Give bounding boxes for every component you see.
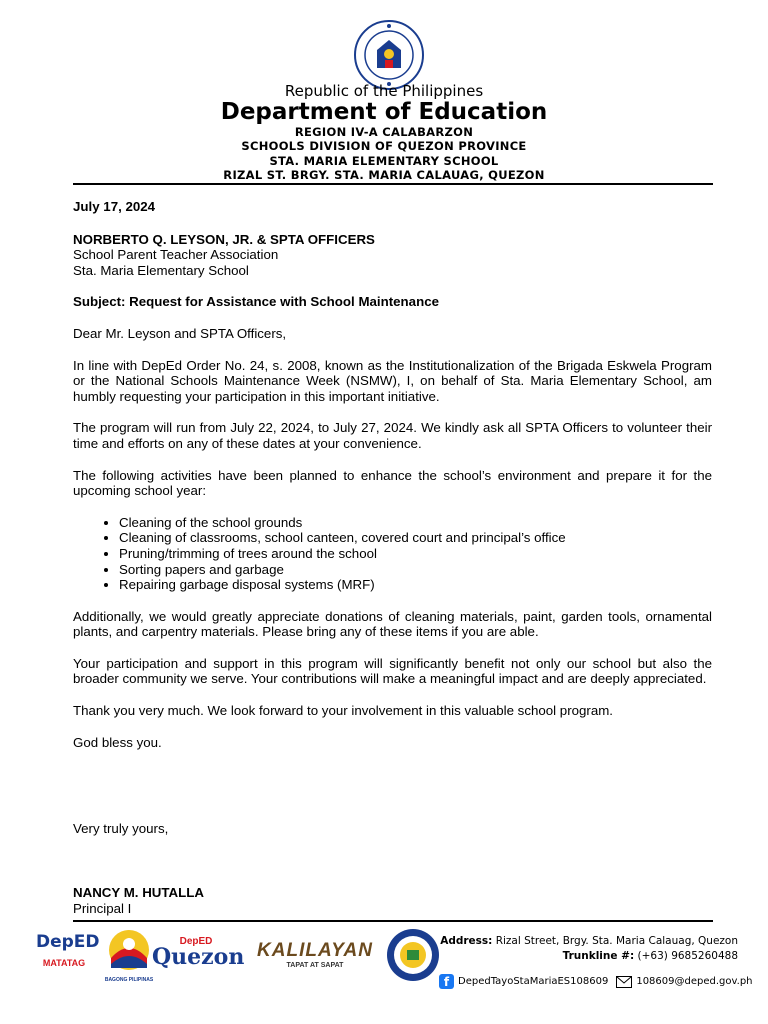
letter-subject: Subject: Request for Assistance with School Maintenance	[73, 294, 439, 310]
paragraph-3: The following activities have been planned to enhance the school’s environment and prepare it for the upcoming school year:	[73, 467, 712, 499]
address-label: Address:	[440, 935, 493, 947]
signatory-title: Principal I	[73, 901, 132, 916]
department-title: Department of Education	[220, 99, 548, 125]
deped-quezon-top-text: DepED	[179, 936, 213, 947]
deped-logo-text: DepED	[36, 932, 100, 952]
trunkline-label: Trunkline #:	[562, 950, 635, 962]
bagong-pilipinas-logo	[102, 928, 156, 983]
deped-seal-logo	[354, 20, 424, 90]
paragraph-5: Your participation and support in this program will significantly benefit not only our school but also the broader community we serve. Your contributions will make a meaningful impact and are deeply appreciated.	[73, 655, 712, 687]
email-address[interactable]: 108609@deped.gov.ph	[636, 976, 753, 987]
footer-logos	[36, 928, 446, 984]
school-line: STA. MARIA ELEMENTARY SCHOOL	[269, 154, 499, 168]
kalilayan-logo	[242, 940, 388, 969]
list-item: • Repairing garbage disposal systems (MRF)	[119, 577, 712, 593]
list-item: • Pruning/trimming of trees around the school	[119, 546, 712, 562]
recipient-org: School Parent Teacher Association	[73, 247, 279, 263]
quezon-text: Quezon	[152, 944, 245, 970]
deped-quezon-logo	[152, 936, 245, 970]
deped-matatag-logo	[36, 932, 100, 968]
header-divider	[73, 183, 713, 185]
paragraph-2: The program will run from July 22, 2024, to July 27, 2024. We kindly ask all SPTA Officers to volunteer their time and efforts on any of these dates at your convenience.	[73, 420, 712, 451]
envelope-icon	[616, 976, 632, 988]
list-item: • Cleaning of the school grounds	[119, 515, 712, 531]
letter-body	[73, 199, 712, 766]
bagong-pilipinas-emblem	[107, 928, 151, 972]
kalilayan-text: KALILAYAN	[257, 940, 373, 961]
closing-line: Very truly yours,	[73, 821, 169, 836]
letter-date: July 17, 2024	[73, 199, 156, 214]
list-item: • Cleaning of classrooms, school canteen, covered court and principal’s office	[119, 530, 712, 546]
footer-address	[440, 935, 738, 947]
signatory-name: NANCY M. HUTALLA	[73, 885, 204, 900]
recipient-name: NORBERTO Q. LEYSON, JR. & SPTA OFFICERS	[73, 231, 375, 247]
footer-divider	[73, 920, 713, 922]
salutation: Dear Mr. Leyson and SPTA Officers,	[73, 325, 287, 341]
paragraph-4: Additionally, we would greatly appreciate donations of cleaning materials, paint, garden tools, ornamental plants, and carpentry materials. Please bring any of these items if you are able.	[73, 608, 712, 640]
facebook-page[interactable]: DepedTayoStaMariaES108609	[458, 976, 609, 987]
paragraph-6: Thank you very much. We look forward to your involvement in this valuable school program.	[73, 703, 614, 719]
matatag-logo-text: MATATAG	[42, 958, 86, 968]
kalilayan-subtitle: TAPAT AT SAPAT	[286, 962, 344, 969]
address-value: Rizal Street, Brgy. Sta. Maria Calauag, Quezon	[495, 935, 738, 947]
facebook-icon: f	[439, 974, 454, 989]
region-line: REGION IV-A CALABARZON	[294, 125, 474, 139]
division-line: SCHOOLS DIVISION OF QUEZON PROVINCE	[241, 139, 527, 153]
activities-list	[73, 515, 712, 593]
trunkline-value: (+63) 9685260488	[637, 950, 738, 962]
recipient-school: Sta. Maria Elementary School	[73, 262, 249, 278]
school-seal-logo	[386, 928, 440, 982]
list-item: • Sorting papers and garbage	[119, 562, 712, 578]
republic-line: Republic of the Philippines	[284, 82, 484, 100]
footer-trunkline	[563, 950, 738, 962]
school-address-line: RIZAL ST. BRGY. STA. MARIA CALAUAG, QUEZON	[223, 168, 545, 182]
bagong-pilipinas-text: BAGONG PILIPINAS	[104, 977, 154, 983]
paragraph-7: God bless you.	[73, 734, 162, 750]
paragraph-1: In line with DepEd Order No. 24, s. 2008, known as the Institutionalization of the Brigada Eskwela Program or the National Schools Maintenance Week (NSMW), I, on behalf of Sta. Maria Elementary School, am humbly requesting your participation in this important initiative.	[73, 357, 712, 404]
footer-social	[439, 974, 753, 989]
